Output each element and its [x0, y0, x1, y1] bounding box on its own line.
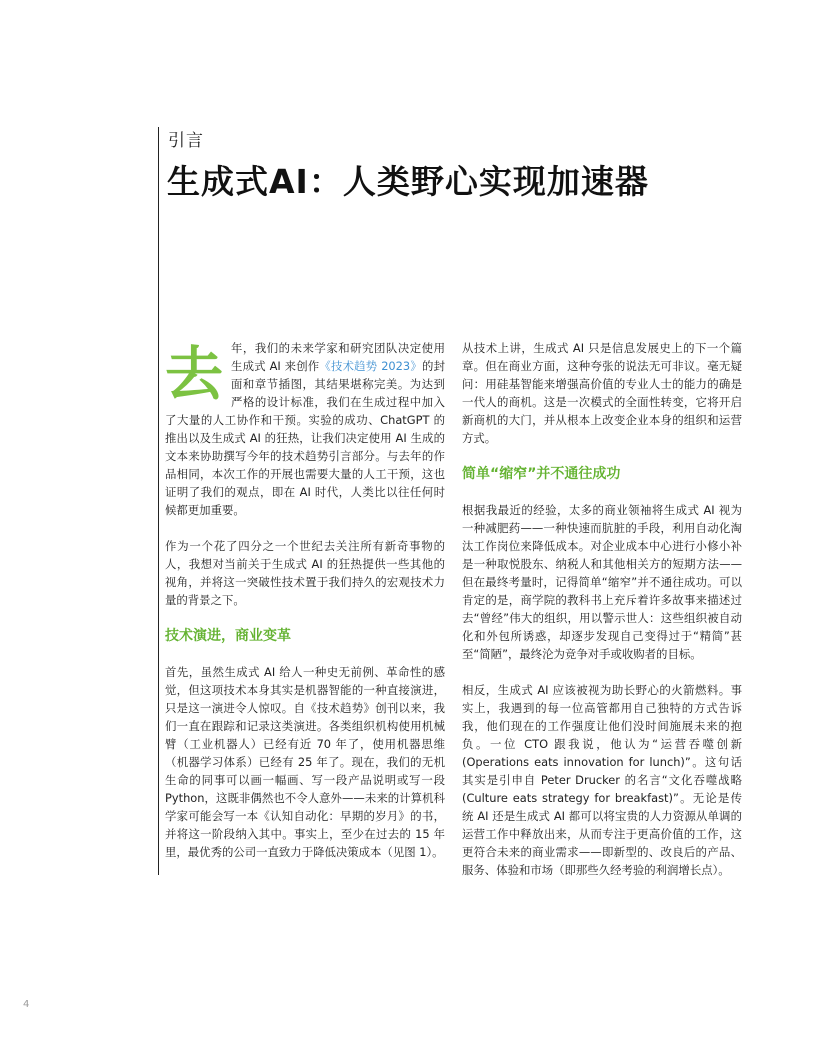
right-column	[462, 339, 742, 879]
page-title: 生成式AI：人类野心实现加速器	[167, 162, 649, 201]
evolution-paragraph: 首先，虽然生成式 AI 给人一种史无前例、革命性的感觉，但这项技术本身其实是机器智能的一种直接演进，只是这一演进令人惊叹。自《技术趋势》创刊以来，我们一直在跟踪和记录这类演进。各类组织机构使用机械臂（工业机器人）已经有近 70 年了，使用机器思维（机器学习体系）已经有 25 年了。现在，我们的无机生命的同事可以画一幅画、写一段产品说明或写一段 Python，这既非偶然也不令人意外——未来的计算机科学家可能会写一本《认知自动化：早期的岁月》的书，并将这一阶段纳入其中。事实上，至少在过去的 15 年里，最优秀的公司一直致力于降低决策成本（见图 1）。	[165, 665, 445, 859]
ambition-paragraph: 相反，生成式 AI 应该被视为助长野心的火箭燃料。事实上，我遇到的每一位高管都用自己独特的方式告诉我，他们现在的工作强度让他们没时间施展未来的抱负。一位 CTO 跟我说，他认为“运营吞噬创新 (Operations eats innovation for lunch)”。这句话其实是引申自 Peter Drucker 的名言“文化吞噬战略 (Culture eats strategy for breakfast)”。无论是传统 AI 还是生成式 AI 都可以将宝贵的人力资源从单调的运营工作中释放出来，从而专注于更高价值的工作，这更符合未来的商业需求——即新型的、改良后的产品、服务、体验和市场（即那些久经考验的利润增长点）。	[462, 683, 742, 877]
intro-text-end: 的封面和章节插图，其结果堪称完美。为达到严格的设计标准，我们在生成过程中加入了大量的人工协作和干预。实验的成功、ChatGPT 的推出以及生成式 AI 的狂热，让我们决定使用 AI 生成的文本来协助撰写今年的技术趋势引言部分。与去年的作品相同，本次工作的开展也需要大量的人工干预，这也证明了我们的观点，即在 AI 时代，人类比以往任何时候都更加重要。	[165, 359, 445, 517]
left-column	[165, 339, 445, 861]
section-heading-tech-evolution: 技术演进，商业变革	[165, 628, 291, 644]
section-label: 引言	[168, 131, 204, 151]
cost-cutting-paragraph: 根据我最近的经验，太多的商业领袖将生成式 AI 视为一种减肥药——一种快速而肮脏的手段，利用自动化淘汰工作岗位来降低成本。对企业成本中心进行小修小补是一种取悦股东、纳税人和其他相关方的短期方法——但在最终考量时，记得简单“缩窄”并不通往成功。可以肯定的是，商学院的教科书上充斥着许多故事来描述过去“曾经”伟大的组织，用以警示世人：这些组织被自动化和外包所诱惑，却逐步发现自己变得过于“精简”甚至“简陋”，最终沦为竞争对手或收购者的目标。	[462, 503, 742, 661]
tech-trends-link[interactable]: 《技术趋势 2023》	[319, 359, 422, 373]
intro-paragraph	[165, 339, 445, 519]
page-number: 4	[23, 999, 30, 1010]
business-paragraph: 从技术上讲，生成式 AI 只是信息发展史上的下一个篇章。但在商业方面，这种夸张的说法无可非议。毫无疑问：用硅基智能来增强高价值的专业人士的能力的确是一代人的商机。这是一次模式的全面性转变，它将开启新商机的大门，并从根本上改变企业本身的组织和运营方式。	[462, 341, 742, 445]
intro-text-start: 年，我们的未来学家和研究团队决定使用生成式 AI 来创作	[231, 341, 445, 373]
drop-cap: 去	[165, 340, 224, 408]
perspective-paragraph: 作为一个花了四分之一个世纪去关注所有新奇事物的人，我想对当前关于生成式 AI 的狂热提供一些其他的视角，并将这一突破性技术置于我们持久的宏观技术力量的背景之下。	[165, 539, 445, 607]
section-heading-shrink: 简单“缩窄”并不通往成功	[462, 466, 621, 482]
vertical-rule	[158, 127, 159, 875]
